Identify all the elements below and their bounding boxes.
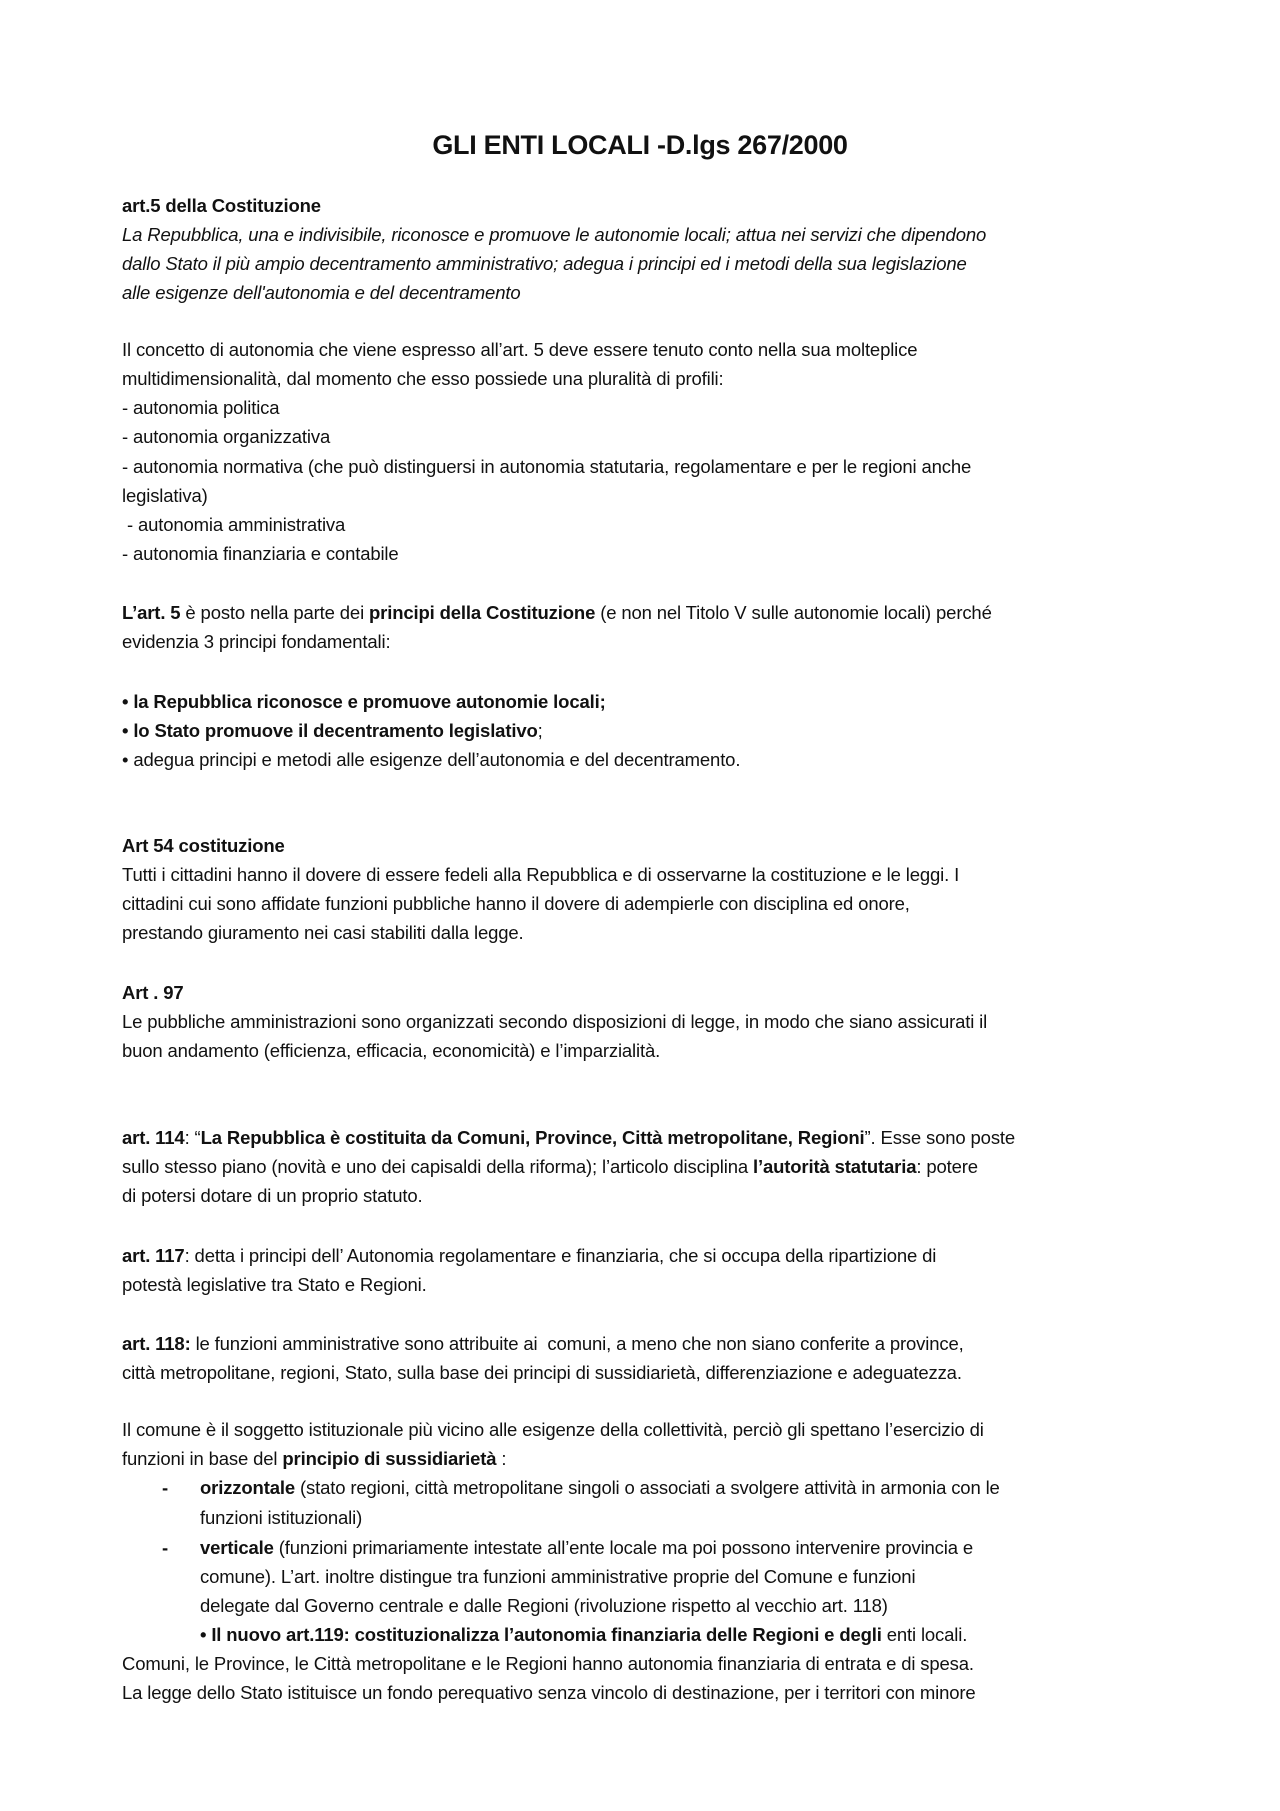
art5-quote-line: dallo Stato il più ampio decentramento amministrativo; adegua i principi ed i metodi della sua legislazione — [122, 253, 967, 274]
art54-heading: Art 54 costituzione — [122, 835, 285, 856]
art114-line: di potersi dotare di un proprio statuto. — [122, 1185, 423, 1206]
art119-bullet — [200, 1623, 967, 1647]
art117-line — [122, 1244, 936, 1268]
art54-line: cittadini cui sono affidate funzioni pubbliche hanno il dovere di adempierle con disciplina ed onore, — [122, 893, 910, 914]
text-run: : potere — [916, 1156, 978, 1177]
list-dash: - — [162, 1537, 169, 1558]
art114-line — [122, 1126, 1015, 1150]
art114-label: art. 114 — [122, 1127, 185, 1148]
art5-quote-line: alle esigenze dell'autonomia e del decentramento — [122, 282, 521, 303]
art5-heading: art.5 della Costituzione — [122, 195, 321, 216]
text-run: (stato regioni, città metropolitane singoli o associati a svolgere attività in armonia con le — [294, 1477, 1000, 1498]
closing-line: La legge dello Stato istituisce un fondo perequativo senza vincolo di destinazione, per i territori con minore — [122, 1682, 976, 1703]
orizzontale-label: orizzontale — [200, 1477, 295, 1498]
autonomy-list-item: - autonomia normativa (che può distinguersi in autonomia statutaria, regolamentare e per le regioni anche — [122, 456, 972, 477]
art97-line: Le pubbliche amministrazioni sono organizzati secondo disposizioni di legge, in modo che siano assicurati il — [122, 1011, 988, 1032]
orizzontale-item-line: funzioni istituzionali) — [200, 1507, 363, 1528]
principio-sussidiarieta: principio di sussidiarietà — [282, 1448, 497, 1469]
art114-line — [122, 1155, 978, 1179]
text-run: : “ — [184, 1127, 201, 1148]
text-run: enti locali. — [881, 1624, 968, 1645]
principles-intro-line: evidenzia 3 principi fondamentali: — [122, 631, 391, 652]
text-run: le funzioni amministrative sono attribuite ai comuni, a meno che non siano conferite a province, — [190, 1333, 964, 1354]
bullet-bold: • lo Stato promuove il decentramento legislativo — [122, 720, 538, 741]
art54-line: Tutti i cittadini hanno il dovere di essere fedeli alla Repubblica e di osservarne la costituzione e le leggi. I — [122, 864, 960, 885]
text-run: : detta i principi dell’ Autonomia regolamentare e finanziaria, che si occupa della ripartizione di — [184, 1245, 937, 1266]
art97-line: buon andamento (efficienza, efficacia, economicità) e l’imparzialità. — [122, 1040, 661, 1061]
principle-bullet — [122, 748, 740, 772]
verticale-item-line: delegate dal Governo centrale e dalle Regioni (rivoluzione rispetto al vecchio art. 118) — [200, 1595, 888, 1616]
verticale-item-line: comune). L’art. inoltre distingue tra funzioni amministrative proprie del Comune e funzioni — [200, 1566, 916, 1587]
list-dash: - — [162, 1477, 169, 1498]
text-run: (funzioni primariamente intestate all’ente locale ma poi possono intervenire provincia e — [273, 1537, 974, 1558]
verticale-label: verticale — [200, 1537, 274, 1558]
bullet-text: • adegua principi e metodi alle esigenze dell’autonomia e del decentramento. — [122, 749, 741, 770]
text-run: : — [496, 1448, 507, 1469]
art118-label: art. 118: — [122, 1333, 191, 1354]
autorita-statutaria: l’autorità statutaria — [752, 1156, 917, 1177]
bullet-text: ; — [537, 720, 543, 741]
principle-bullet — [122, 719, 543, 743]
art117-label: art. 117 — [122, 1245, 185, 1266]
orizzontale-item — [200, 1476, 1000, 1500]
art117-line: potestà legislative tra Stato e Regioni. — [122, 1274, 427, 1295]
document-title: GLI ENTI LOCALI -D.lgs 267/2000 — [432, 130, 848, 160]
bullet-bold: • la Repubblica riconosce e promuove autonomie locali; — [122, 691, 606, 712]
art118-line — [122, 1332, 964, 1356]
art5-quote-line: La Repubblica, una e indivisibile, riconosce e promuove le autonomie locali; attua nei servizi che dipendono — [122, 224, 987, 245]
text-run: sullo stesso piano (novità e uno dei capisaldi della riforma); l’articolo disciplina — [122, 1156, 753, 1177]
art5-ref: L’art. 5 — [122, 602, 181, 623]
principle-bullet — [122, 690, 606, 714]
art119-bold: • Il nuovo art.119: costituzionalizza l’autonomia finanziaria delle Regioni e degli — [200, 1624, 882, 1645]
art54-line: prestando giuramento nei casi stabiliti dalla legge. — [122, 922, 524, 943]
comune-line: Il comune è il soggetto istituzionale più vicino alle esigenze della collettività, perciò gli spettano l’esercizio di — [122, 1419, 984, 1440]
autonomy-list-item: - autonomia politica — [122, 397, 280, 418]
autonomy-list-item: - autonomia organizzativa — [122, 426, 331, 447]
art118-line: città metropolitane, regioni, Stato, sulla base dei principi di sussidiarietà, differenziazione e adeguatezza. — [122, 1362, 962, 1383]
principles-intro-line — [122, 601, 992, 625]
autonomy-list-item: - autonomia amministrativa — [122, 514, 346, 535]
autonomy-list-item: legislativa) — [122, 485, 208, 506]
principi-costituzione: principi della Costituzione — [369, 602, 596, 623]
closing-line: Comuni, le Province, le Città metropolitane e le Regioni hanno autonomia finanziaria di entrata e di spesa. — [122, 1653, 974, 1674]
text-run: ”. Esse sono poste — [864, 1127, 1016, 1148]
comune-line — [122, 1447, 506, 1471]
concept-line: multidimensionalità, dal momento che esso possiede una pluralità di profili: — [122, 368, 724, 389]
text-run: (e non nel Titolo V sulle autonomie locali) perché — [595, 602, 992, 623]
art97-heading: Art . 97 — [122, 982, 184, 1003]
autonomy-list-item: - autonomia finanziaria e contabile — [122, 543, 399, 564]
verticale-item — [200, 1536, 973, 1560]
text-run: è posto nella parte dei — [180, 602, 370, 623]
text-run: funzioni in base del — [122, 1448, 283, 1469]
art114-quote: La Repubblica è costituita da Comuni, Province, Città metropolitane, Regioni — [200, 1127, 865, 1148]
concept-line: Il concetto di autonomia che viene espresso all’art. 5 deve essere tenuto conto nella sua molteplice — [122, 339, 918, 360]
